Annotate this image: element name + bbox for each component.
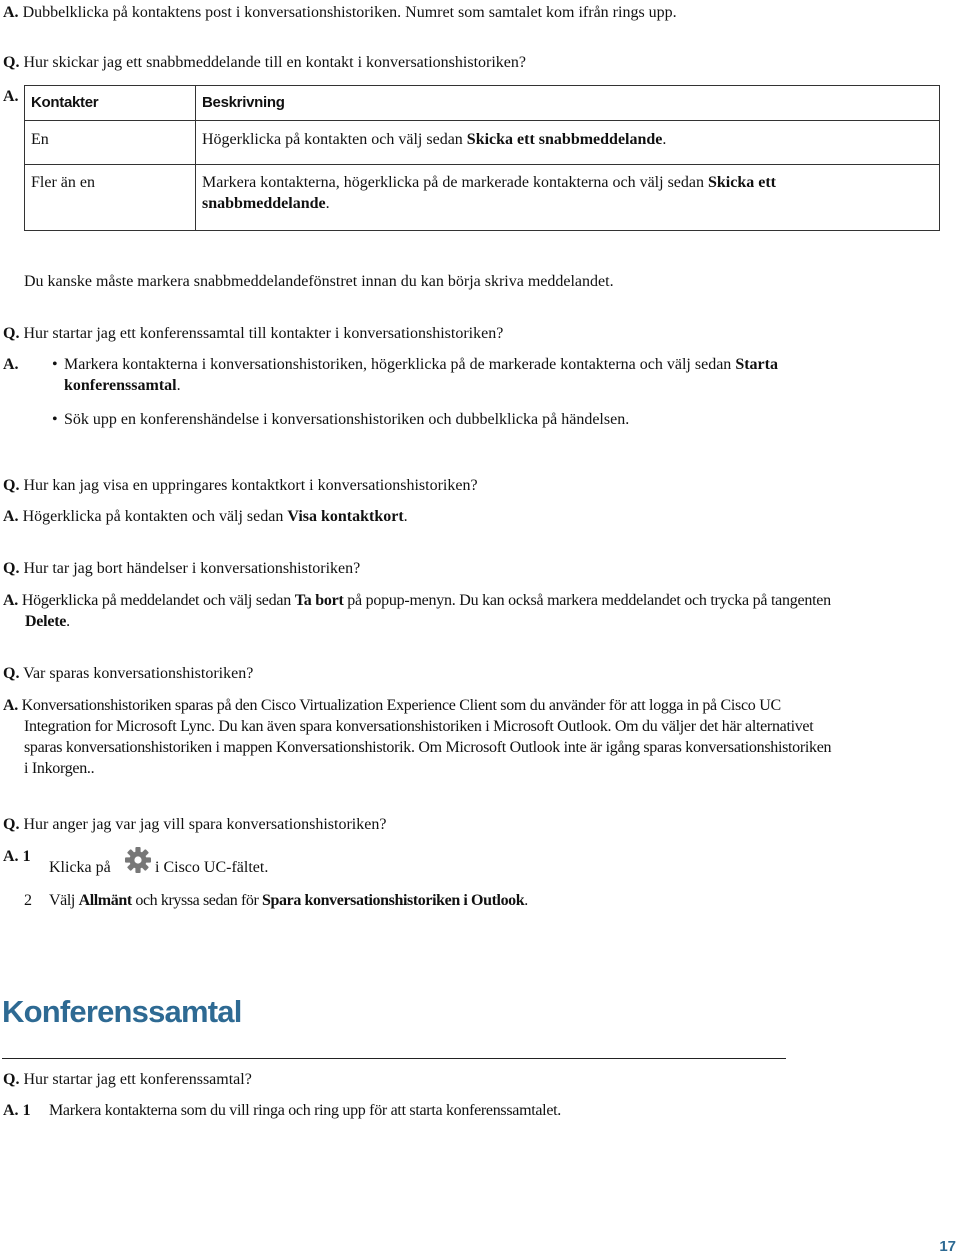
question-conference-history: Q. Hur startar jag ett konferenssamtal till kontakter i konversationshistoriken?	[3, 325, 504, 342]
table-header-description: Beskrivning	[202, 94, 285, 111]
table-header-contacts: Kontakter	[31, 94, 99, 111]
note-text: Du kanske måste markera snabbmeddelandefönstret innan du kan börja skriva meddelandet.	[24, 273, 614, 290]
question-delete-events: Q. Hur tar jag bort händelser i konversationshistoriken?	[3, 560, 361, 577]
table-cell-description: Högerklicka på kontakten och välj sedan Skicka ett snabbmeddelande.	[202, 131, 667, 148]
answer-label: A.	[3, 356, 19, 373]
table-cell-description: Markera kontakterna, högerklicka på de markerade kontakterna och välj sedan Skicka ett snabbmeddelande.	[202, 174, 776, 212]
table-cell-contact: En	[31, 131, 49, 148]
answer-label: A.	[3, 88, 19, 105]
step-number: 2	[24, 892, 32, 909]
step-text: Välj Allmänt och kryssa sedan för Spara konversationshistoriken i Outlook.	[49, 892, 528, 909]
question-save-location: Q. Hur anger jag var jag vill spara konversationshistoriken?	[3, 816, 387, 833]
table-cell-contact: Fler än en	[31, 174, 95, 191]
section-title: Konferenssamtal	[2, 994, 242, 1029]
gear-icon	[124, 846, 152, 874]
bullet-text: Markera kontakterna i konversationshistoriken, högerklicka på de markerade kontakterna och välj sedan Starta konferenssamtal.	[64, 356, 778, 394]
bullet-icon: •	[52, 411, 58, 428]
answer-label: A. 1	[3, 848, 31, 865]
answer-contact-card: A. Högerklicka på kontakten och välj sedan Visa kontaktkort.	[3, 508, 408, 525]
step-text: i Cisco UC-fältet.	[155, 859, 269, 876]
bullet-text: Sök upp en konferenshändelse i konversationshistoriken och dubbelklicka på händelsen.	[64, 411, 630, 428]
question-storage: Q. Var sparas konversationshistoriken?	[3, 665, 254, 682]
question-contact-card: Q. Hur kan jag visa en uppringares kontaktkort i konversationshistoriken?	[3, 477, 478, 494]
bullet-icon: •	[52, 356, 58, 373]
question-send-message: Q. Hur skickar jag ett snabbmeddelande till en kontakt i konversationshistoriken?	[3, 54, 526, 71]
question-start-conference: Q. Hur startar jag ett konferenssamtal?	[3, 1071, 252, 1088]
answer-double-click: A. Dubbelklicka på kontaktens post i konversationshistoriken. Numret som samtalet kom ifrån rings upp.	[3, 4, 677, 21]
answer-storage: A. Konversationshistoriken sparas på den Cisco Virtualization Experience Client som du använder för att logga in på Cisco UC Integration for Microsoft Lync. Du kan även spara konversationshistoriken i Microsoft Outlook. Om du väljer det här alternativet sparas konversationshistoriken i mappen Konversationshistorik. Om Microsoft Outlook inte är igång sparas konversationshistoriken i Inkorgen..	[3, 697, 832, 777]
answer-delete-events: A. Högerklicka på meddelandet och välj sedan Ta bort på popup-menyn. Du kan också markera meddelandet och trycka på tangenten Delete.	[3, 592, 831, 630]
contacts-table	[24, 85, 940, 231]
section-divider	[2, 1058, 786, 1059]
step-text: Klicka på	[49, 859, 111, 876]
page-number: 17	[939, 1238, 956, 1255]
answer-label: A. 1	[3, 1102, 31, 1119]
step-text: Markera kontakterna som du vill ringa och ring upp för att starta konferenssamtalet.	[49, 1102, 561, 1119]
